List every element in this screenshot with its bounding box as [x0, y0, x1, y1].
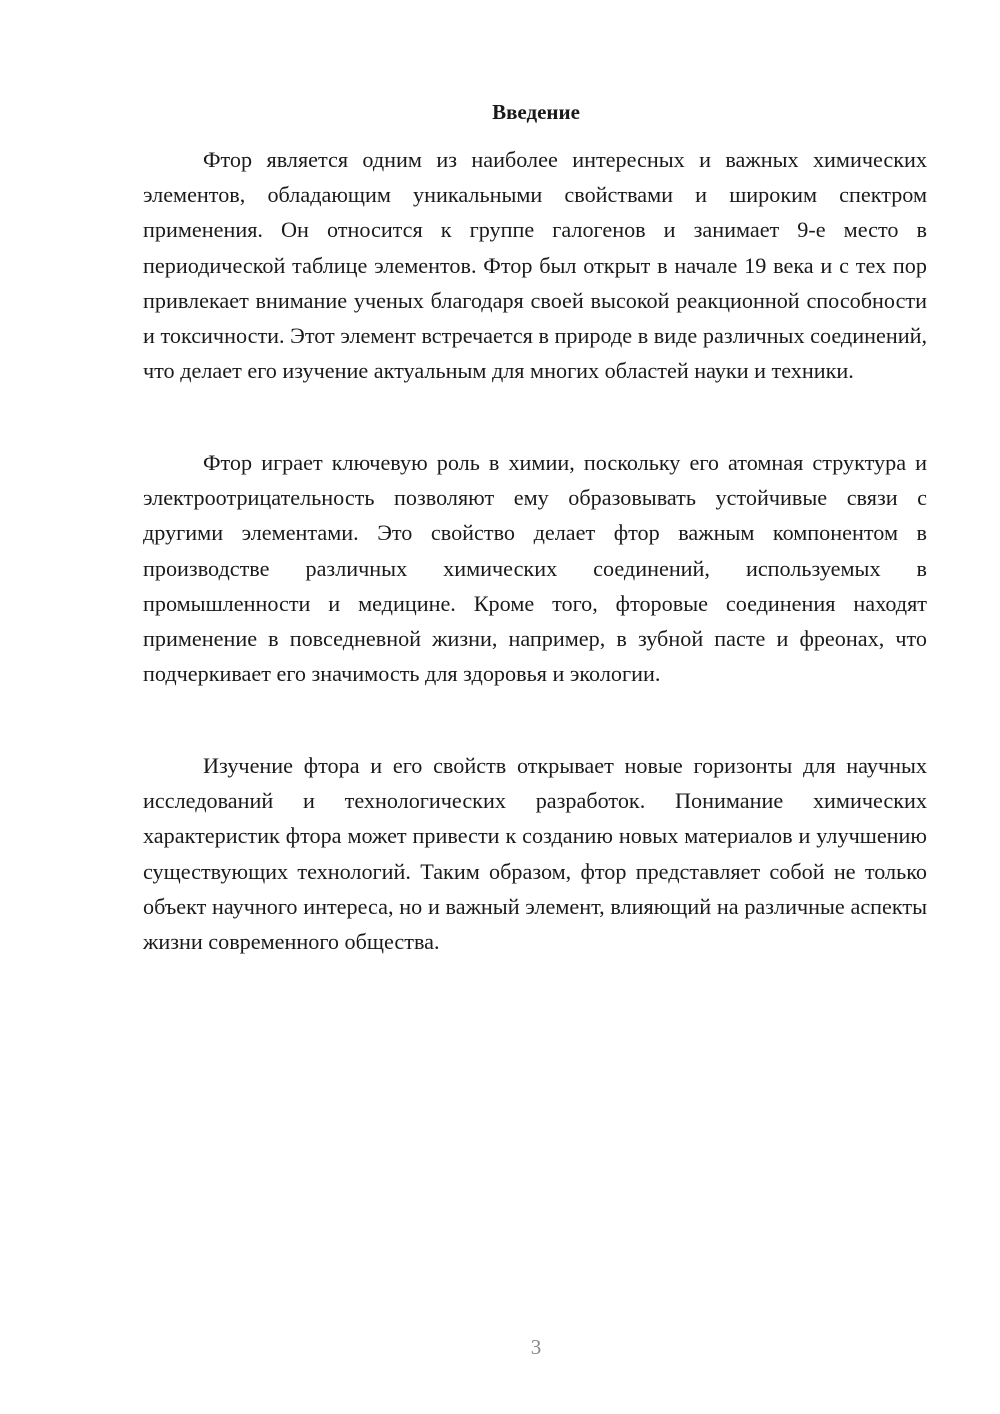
page-number: 3 [530, 1335, 542, 1359]
section-title: Введение [492, 100, 580, 124]
paragraph-2: Фтор играет ключевую роль в химии, поскольку его атомная структура и электроотрицательность позволяют ему образовывать устойчивые связи с другими элементами. Это свойство делает фтор важным компонентом в производстве различных химических соединений, используемых в промышленности и медицине. Кроме того, фторовые соединения находят применение в повседневной жизни, например, в зубной пасте и фреонах, что подчеркивает его значимость для здоровья и экологии. [143, 450, 927, 687]
paragraph-3: Изучение фтора и его свойств открывает новые горизонты для научных исследований и технологических разработок. Понимание химических характеристик фтора может привести к созданию новых материалов и улучшению существующих технологий. Таким образом, фтор представляет собой не только объект научного интереса, но и важный элемент, влияющий на различные аспекты жизни современного общества. [143, 753, 927, 955]
paragraph-1: Фтор является одним из наиболее интересных и важных химических элементов, обладающим уникальными свойствами и широким спектром применения. Он относится к группе галогенов и занимает 9-е место в периодической таблице элементов. Фтор был открыт в начале 19 века и с тех пор привлекает внимание ученых благодаря своей высокой реакционной способности и токсичности. Этот элемент встречается в природе в виде различных соединений, что делает его изучение актуальным для многих областей науки и техники. [143, 147, 927, 384]
